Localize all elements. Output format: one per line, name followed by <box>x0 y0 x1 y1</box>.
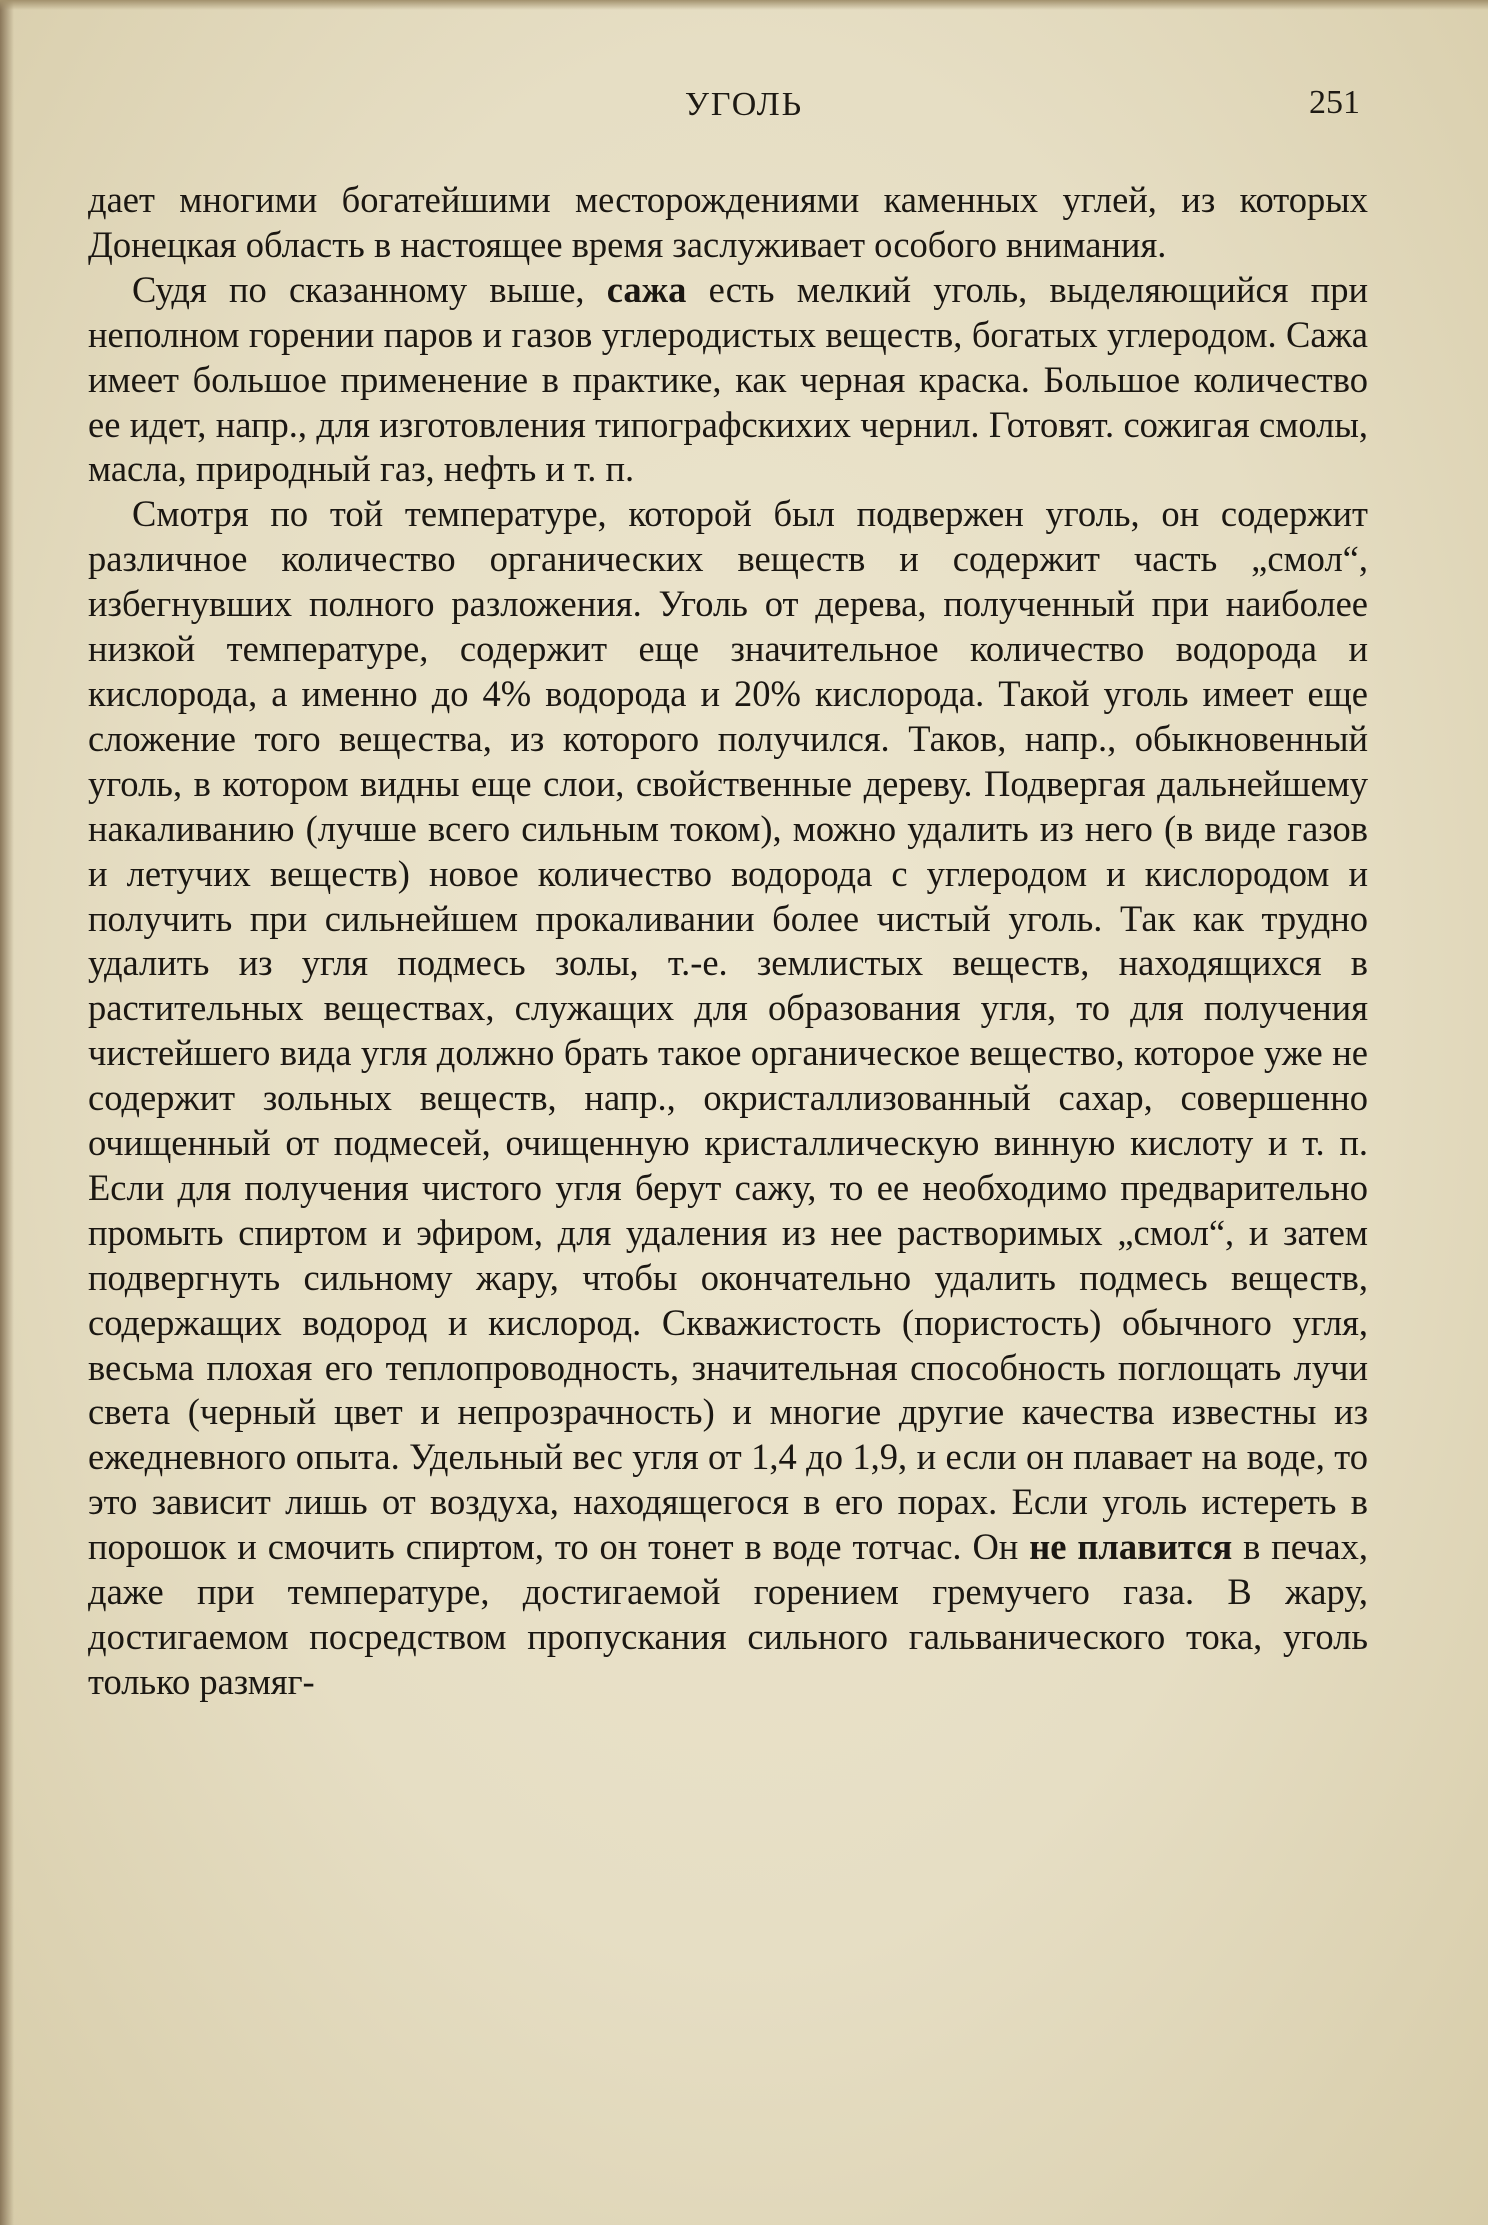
running-title: УГОЛЬ <box>684 86 804 123</box>
page-edge-top <box>0 0 1488 10</box>
page-number: 251 <box>1309 84 1360 121</box>
paragraph-3-text-end: в печах, даже при температуре, достигаемой горением гремучего газа. В жару, достигаемом посредством пропускания сильного гальванического тока, уголь только размяг- <box>88 1526 1368 1702</box>
paragraph-1: дает многими богатейшими месторождениями каменных углей, из которых Донецкая область в настоящее время заслуживает особого внимания. <box>88 179 1368 265</box>
paragraph-3 <box>88 492 1368 1704</box>
body-text <box>88 178 1368 1705</box>
page-edge-left <box>0 0 14 2225</box>
term-soot: сажа <box>606 268 687 310</box>
paragraph-3-text-start: Смотря по той температуре, которой был подвержен уголь, он содержит различное количество органических веществ и содержит часть „смол“, избегнувших полного разложения. Уголь от дерева, полученный при наиболее низкой температуре, содержит еще значительное количество водорода и кислорода, а именно до 4% водорода и 20% кислорода. Такой уголь имеет еще сложение того вещества, из которого получился. Таков, напр., обыкновенный уголь, в котором видны еще слои, свойственные дереву. Подвергая дальнейшему накаливанию (лучше всего сильным током), можно удалить из него (в виде газов и летучих веществ) новое количество водорода с углеродом и кислородом и получить при сильнейшем прокаливании более чистый уголь. Так как трудно удалить из угля подмесь золы, т.-е. землистых веществ, находящихся в растительных веществах, служащих для образования угля, то для получения чистейшего вида угля должно брать такое органическое вещество, которое уже не содержит зольных веществ, напр., окристаллизованный сахар, совершенно очищенный от подмесей, очищенную кристаллическую винную кислоту и т. п. Если для получения чистого угля берут сажу, то ее необходимо предварительно промыть спиртом и эфиром, для удаления из нее растворимых „смол“, и затем подвергнуть сильному жару, чтобы окончательно удалить подмесь веществ, содержащих водород и кислород. Скважистость (пористость) обычного угля, весьма плохая его теплопроводность, значительная способность поглощать лучи света (черный цвет и непрозрачность) и многие другие качества известны из ежедневного опыта. Удельный вес угля от 1,4 до 1,9, и если он плавает на воде, то это зависит лишь от воздуха, находящегося в его порах. Если уголь истереть в порошок и смочить спиртом, то он тонет в воде тотчас. Он <box>88 493 1368 1568</box>
term-does-not-melt: не плавится <box>1029 1526 1233 1568</box>
paragraph-2-text-start: Судя по сказанному выше, <box>132 268 607 310</box>
paragraph-2-text-end: есть мелкий уголь, выделяющийся при неполном горении паров и газов углеродистых веществ, богатых углеродом. Сажа имеет большое применение в практике, как черная краска. Большое количество ее идет, напр., для изготовления типографскихих чернил. Готовят. сожигая смолы, масла, природный газ, нефть и т. п. <box>88 268 1369 490</box>
running-header <box>0 80 1488 130</box>
paragraph-2 <box>88 268 1368 493</box>
